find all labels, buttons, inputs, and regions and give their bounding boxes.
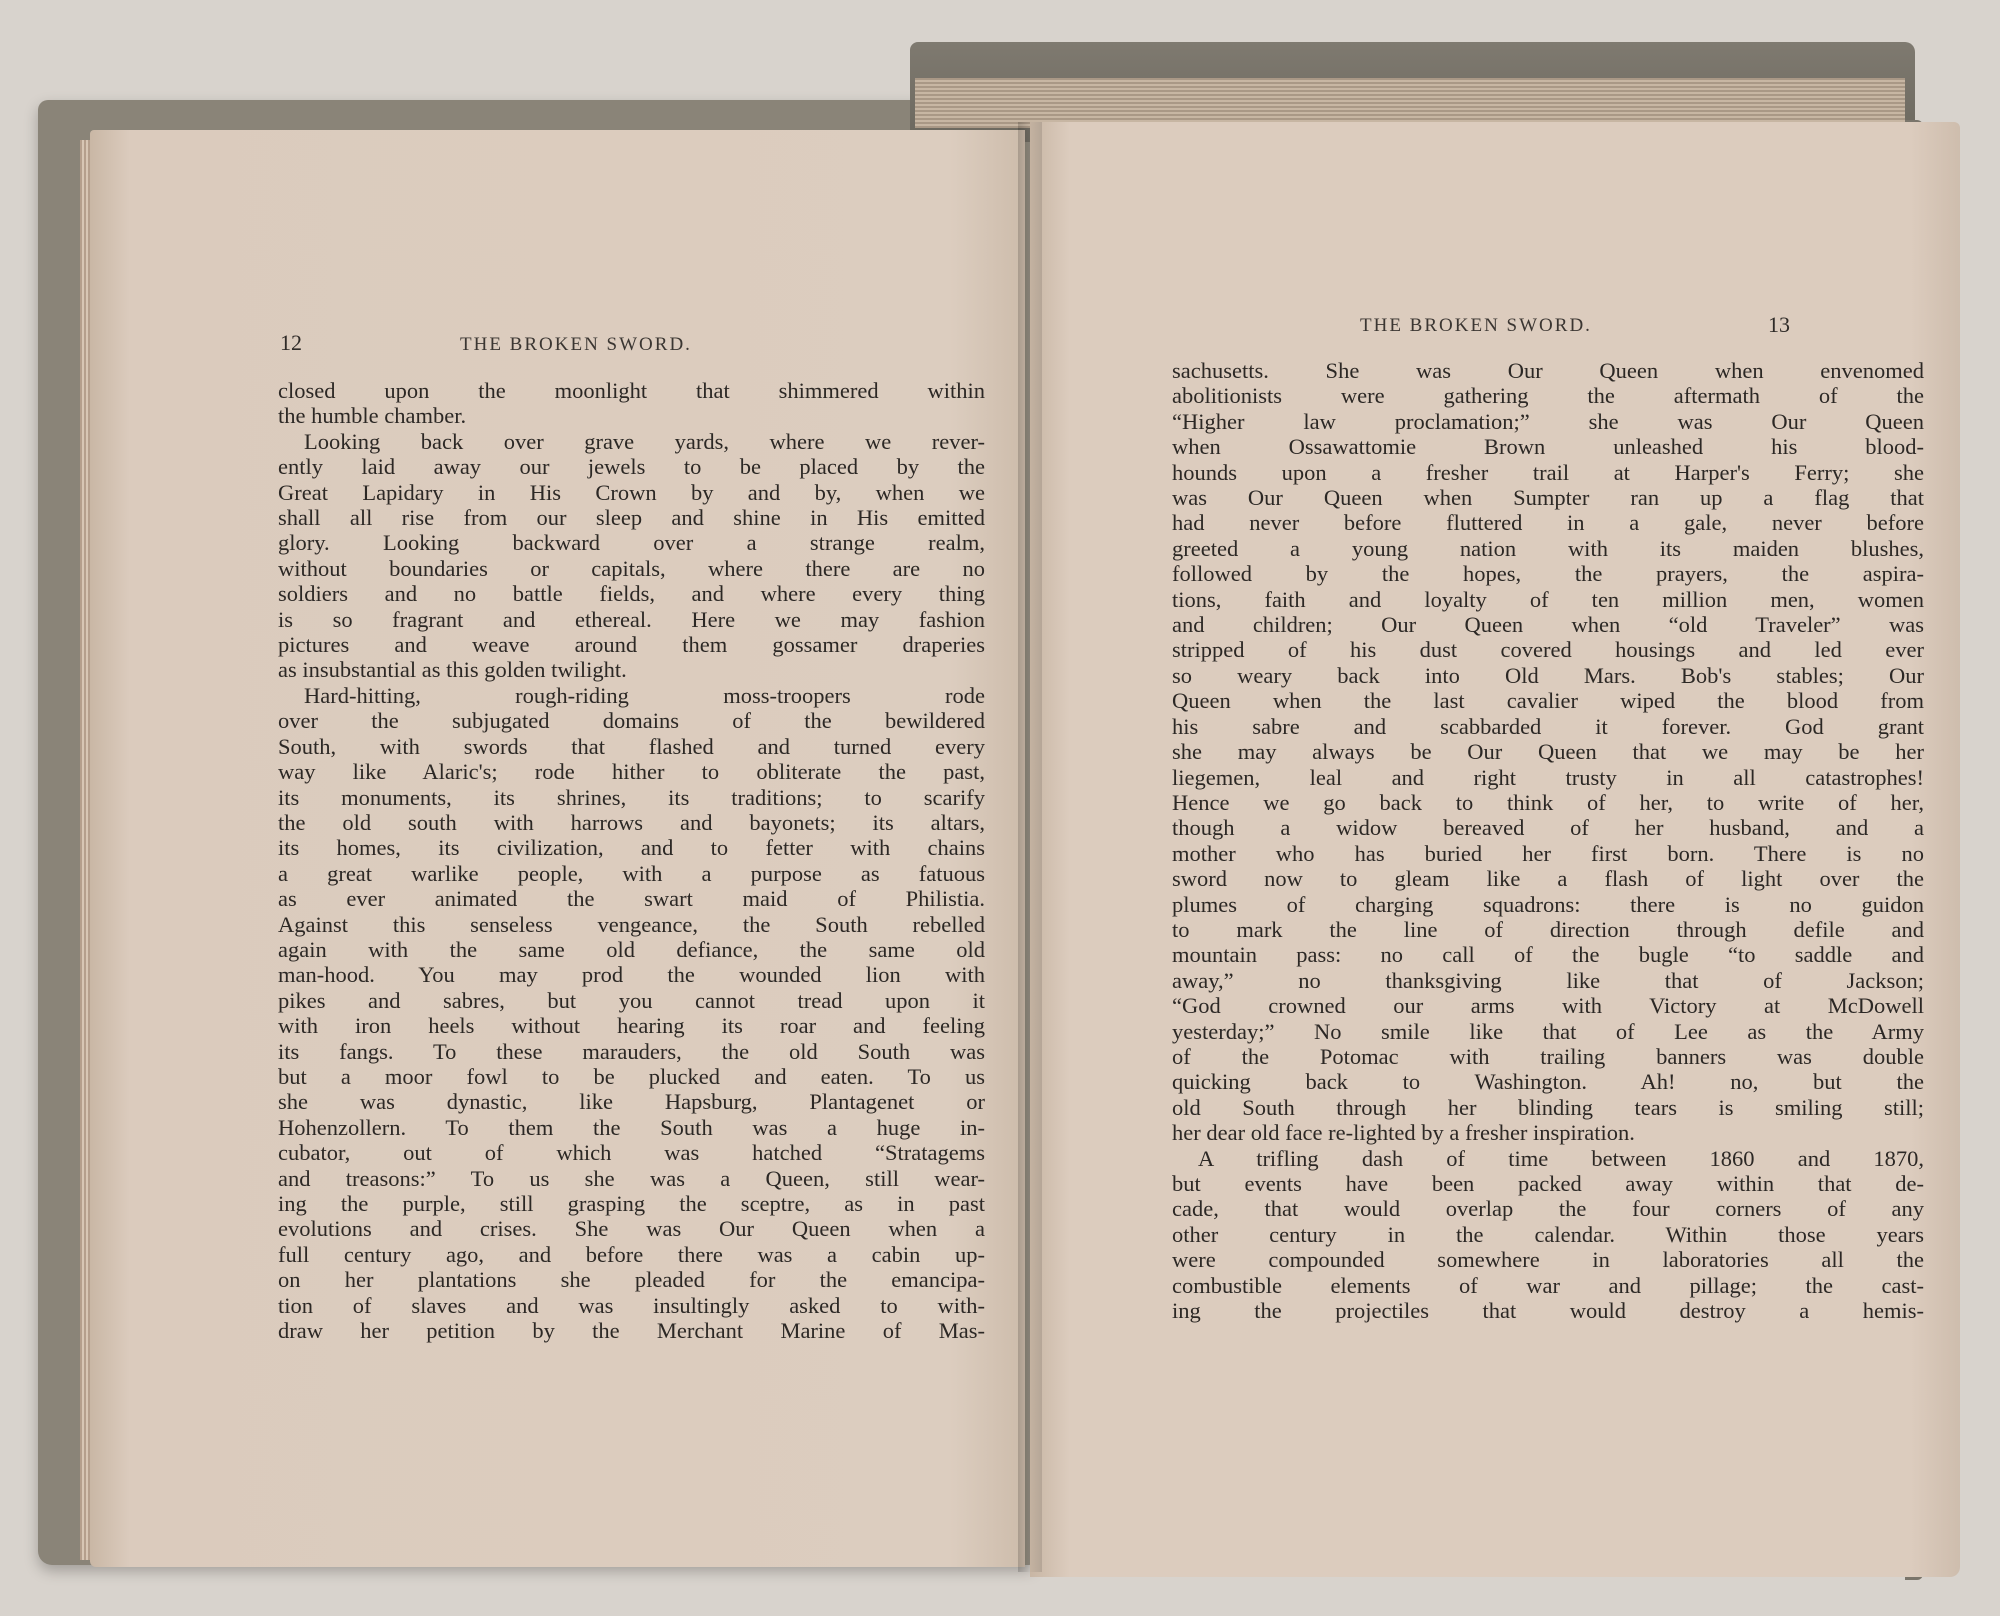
text-line: cubator, out of which was hatched “Stratagems xyxy=(278,1140,985,1166)
text-line: so weary back into Old Mars. Bob's stables; Our xyxy=(1172,662,1924,688)
text-line: the humble chamber. xyxy=(278,403,467,429)
text-line: ing the purple, still grasping the sceptre, as in past xyxy=(278,1191,985,1216)
text-line: quicking back to Washington. Ah! no, but the xyxy=(1172,1069,1924,1095)
text-line: but a moor fowl to be plucked and eaten. To us xyxy=(278,1063,985,1089)
text-line: closed upon the moonlight that shimmered within xyxy=(278,378,985,403)
text-line: “God crowned our arms with Victory at McDowell xyxy=(1172,993,1924,1019)
running-head-right: THE BROKEN SWORD. xyxy=(1360,315,1592,336)
text-line: without boundaries or capitals, where there are no xyxy=(278,555,985,581)
text-line: shall all rise from our sleep and shine in His emitted xyxy=(278,505,985,531)
right-page-text xyxy=(1172,358,1924,1323)
text-line: a great warlike people, with a purpose as fatuous xyxy=(278,860,985,886)
text-line: its monuments, its shrines, its traditions; to scarify xyxy=(278,784,985,810)
text-line: away,” no thanksgiving like that of Jackson; xyxy=(1172,967,1924,993)
text-line: man-hood. You may prod the wounded lion with xyxy=(278,962,985,988)
text-line: she may always be Our Queen that we may be her xyxy=(1172,739,1924,765)
text-line: Against this senseless vengeance, the South rebelled xyxy=(278,911,985,937)
text-line: mother who has buried her first born. There is no xyxy=(1172,840,1924,866)
page-edges-top xyxy=(915,78,1905,128)
text-line: sword now to gleam like a flash of light over the xyxy=(1172,866,1924,892)
text-line: were compounded somewhere in laboratories all the xyxy=(1172,1247,1924,1273)
text-line: tions, faith and loyalty of ten million men, women xyxy=(1172,586,1924,612)
text-line: abolitionists were gathering the aftermath of the xyxy=(1172,383,1924,409)
text-line: again with the same old defiance, the same old xyxy=(278,936,985,962)
text-line: hounds upon a fresher trail at Harper's Ferry; she xyxy=(1172,459,1924,485)
text-line: way like Alaric's; rode hither to obliterate the past, xyxy=(278,759,985,785)
text-line: ently laid away our jewels to be placed by the xyxy=(278,454,985,480)
text-line: tion of slaves and was insultingly asked to with- xyxy=(278,1292,985,1318)
text-line: had never before fluttered in a gale, never before xyxy=(1172,510,1924,536)
text-line: over the subjugated domains of the bewildered xyxy=(278,708,985,734)
text-line: as ever animated the swart maid of Philistia. xyxy=(278,886,985,912)
text-line: on her plantations she pleaded for the emancipa- xyxy=(278,1267,985,1293)
text-line: with iron heels without hearing its roar and feeling xyxy=(278,1013,985,1039)
text-line: Hard-hitting, rough-riding moss-troopers rode xyxy=(304,682,985,708)
page-number-right: 13 xyxy=(1768,312,1790,337)
text-line: plumes of charging squadrons: there is no guidon xyxy=(1172,891,1924,917)
text-line: the old south with harrows and bayonets; its altars, xyxy=(278,809,985,835)
text-line: is so fragrant and ethereal. Here we may fashion xyxy=(278,606,985,632)
page-number-left: 12 xyxy=(280,330,302,355)
text-line: ing the projectiles that would destroy a hemis- xyxy=(1172,1298,1924,1324)
text-line: greeted a young nation with its maiden blushes, xyxy=(1172,535,1924,561)
text-line: of the Potomac with trailing banners was double xyxy=(1172,1043,1924,1069)
running-head-left: THE BROKEN SWORD. xyxy=(460,334,692,355)
text-line: her dear old face re-lighted by a fresher inspiration. xyxy=(1172,1120,1635,1146)
text-line: old South through her blinding tears is smiling still; xyxy=(1172,1094,1924,1120)
text-line: and children; Our Queen when “old Traveler” was xyxy=(1172,612,1924,638)
right-page xyxy=(1030,122,1960,1577)
text-line: glory. Looking backward over a strange realm, xyxy=(278,530,985,556)
text-line: pictures and weave around them gossamer draperies xyxy=(278,632,985,658)
text-line: Hence we go back to think of her, to write of her, xyxy=(1172,789,1924,815)
text-line: its fangs. To these marauders, the old South was xyxy=(278,1038,985,1064)
text-line: stripped of his dust covered housings and led ever xyxy=(1172,637,1924,663)
text-line: his sabre and scabbarded it forever. God grant xyxy=(1172,713,1924,739)
text-line: Looking back over grave yards, where we rever- xyxy=(304,428,985,454)
text-line: full century ago, and before there was a cabin up- xyxy=(278,1241,985,1267)
left-page xyxy=(90,130,1025,1567)
text-line: was Our Queen when Sumpter ran up a flag that xyxy=(1172,485,1924,511)
text-line: liegemen, leal and right trusty in all catastrophes! xyxy=(1172,764,1924,790)
text-line: but events have been packed away within that de- xyxy=(1172,1171,1924,1196)
text-line: to mark the line of direction through defile and xyxy=(1172,916,1924,942)
text-line: draw her petition by the Merchant Marine of Mas- xyxy=(278,1318,985,1344)
text-line: other century in the calendar. Within those years xyxy=(1172,1221,1924,1247)
text-line: Queen when the last cavalier wiped the blood from xyxy=(1172,688,1924,714)
text-line: cade, that would overlap the four corners of any xyxy=(1172,1196,1924,1222)
text-line: followed by the hopes, the prayers, the aspira- xyxy=(1172,561,1924,587)
text-line: South, with swords that flashed and turned every xyxy=(278,733,985,759)
text-line: when Ossawattomie Brown unleashed his blood- xyxy=(1172,434,1924,460)
left-page-text xyxy=(278,378,985,1343)
text-line: Great Lapidary in His Crown by and by, when we xyxy=(278,479,985,505)
text-line: pikes and sabres, but you cannot tread upon it xyxy=(278,987,985,1013)
text-line: soldiers and no battle fields, and where every thing xyxy=(278,581,985,607)
text-line: A trifling dash of time between 1860 and 1870, xyxy=(1198,1145,1924,1171)
text-line: Hohenzollern. To them the South was a huge in- xyxy=(278,1114,985,1140)
text-line: mountain pass: no call of the bugle “to saddle and xyxy=(1172,942,1924,968)
text-line: sachusetts. She was Our Queen when envenomed xyxy=(1172,358,1924,383)
text-line: and treasons:” To us she was a Queen, still wear- xyxy=(278,1165,985,1191)
text-line: yesterday;” No smile like that of Lee as the Army xyxy=(1172,1018,1924,1044)
text-line: she was dynastic, like Hapsburg, Plantagenet or xyxy=(278,1089,985,1115)
text-line: “Higher law proclamation;” she was Our Queen xyxy=(1172,408,1924,434)
text-line: as insubstantial as this golden twilight. xyxy=(278,657,627,683)
text-line: its homes, its civilization, and to fetter with chains xyxy=(278,835,985,861)
text-line: though a widow bereaved of her husband, and a xyxy=(1172,815,1924,841)
book-gutter xyxy=(1018,122,1042,1572)
text-line: evolutions and crises. She was Our Queen when a xyxy=(278,1216,985,1242)
text-line: combustible elements of war and pillage; the cast- xyxy=(1172,1272,1924,1298)
